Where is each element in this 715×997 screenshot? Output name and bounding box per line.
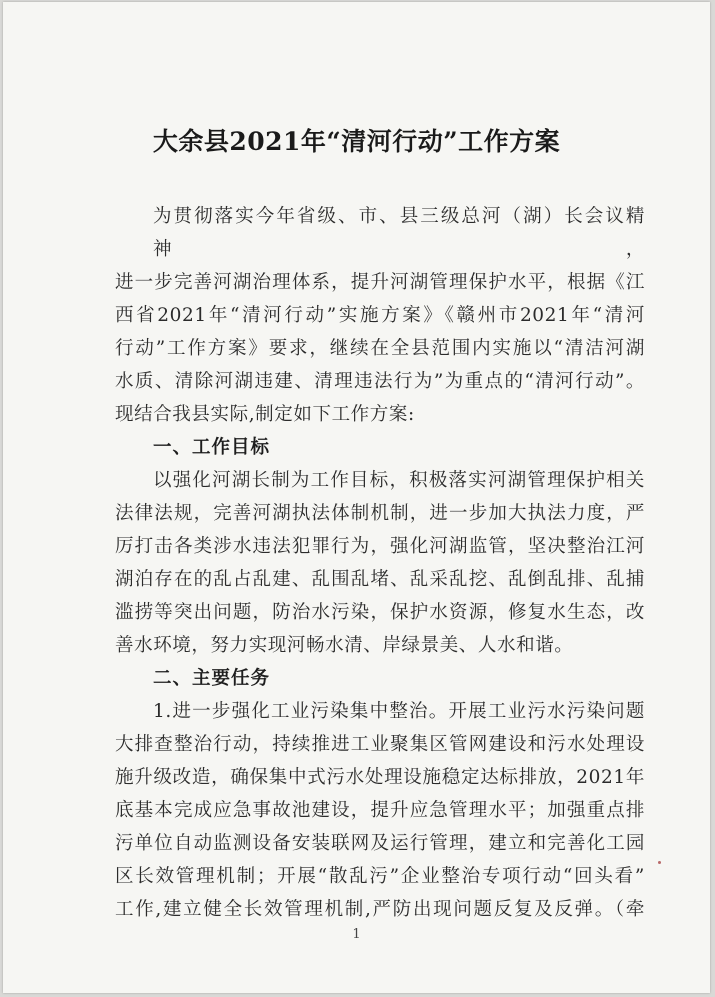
document-page <box>3 2 710 993</box>
paragraph-line: 工作,建立健全长效管理机制,严防出现问题反复及反弹。（牵 <box>115 899 645 920</box>
paragraph-line: 善水环境，努力实现河畅水清、岸绿景美、人水和谐。 <box>115 635 574 656</box>
section-heading: 一、工作目标 <box>153 437 271 458</box>
paragraph-line: 1.进一步强化工业污染集中整治。开展工业污水污染问题 <box>153 701 645 722</box>
paragraph-line: 为贯彻落实今年省级、市、县三级总河（湖）长会议精神， <box>153 206 645 260</box>
paragraph-line: 法律法规，完善河湖执法体制机制，进一步加大执法力度，严 <box>115 503 645 524</box>
paragraph-line: 以强化河湖长制为工作目标，积极落实河湖管理保护相关 <box>153 470 645 491</box>
paragraph-line: 水质、清除河湖违建、清理违法行为”为重点的“清河行动”。 <box>115 371 645 392</box>
paragraph-line: 现结合我县实际,制定如下工作方案: <box>115 404 415 425</box>
paragraph-line: 西省2021年“清河行动”实施方案》《赣州市2021年“清河 <box>115 305 645 326</box>
paragraph-line: 滥捞等突出问题，防治水污染，保护水资源，修复水生态，改 <box>115 602 645 623</box>
paragraph-line: 大排查整治行动，持续推进工业聚集区管网建设和污水处理设 <box>115 734 645 755</box>
section-heading: 二、主要任务 <box>153 668 271 689</box>
ink-speck <box>658 861 661 864</box>
document-body <box>115 200 645 926</box>
document-title: 大余县2021年“清河行动”工作方案 <box>152 127 561 156</box>
paragraph-line: 底基本完成应急事故池建设，提升应急管理水平；加强重点排 <box>115 800 645 821</box>
paragraph-line: 厉打击各类涉水违法犯罪行为，强化河湖监管，坚决整治江河 <box>115 536 645 557</box>
paragraph-line: 区长效管理机制；开展“散乱污”企业整治专项行动“回头看” <box>115 866 645 887</box>
paragraph-line: 进一步完善河湖治理体系，提升河湖管理保护水平，根据《江 <box>115 272 645 293</box>
page-number: 1 <box>352 927 361 942</box>
paragraph-line: 施升级改造，确保集中式污水处理设施稳定达标排放，2021年 <box>115 767 645 788</box>
paragraph-line: 湖泊存在的乱占乱建、乱围乱堵、乱采乱挖、乱倒乱排、乱捕 <box>115 569 645 590</box>
paragraph-line: 行动”工作方案》要求，继续在全县范围内实施以“清洁河湖 <box>115 338 645 359</box>
paragraph-line: 污单位自动监测设备安装联网及运行管理，建立和完善化工园 <box>115 833 645 854</box>
